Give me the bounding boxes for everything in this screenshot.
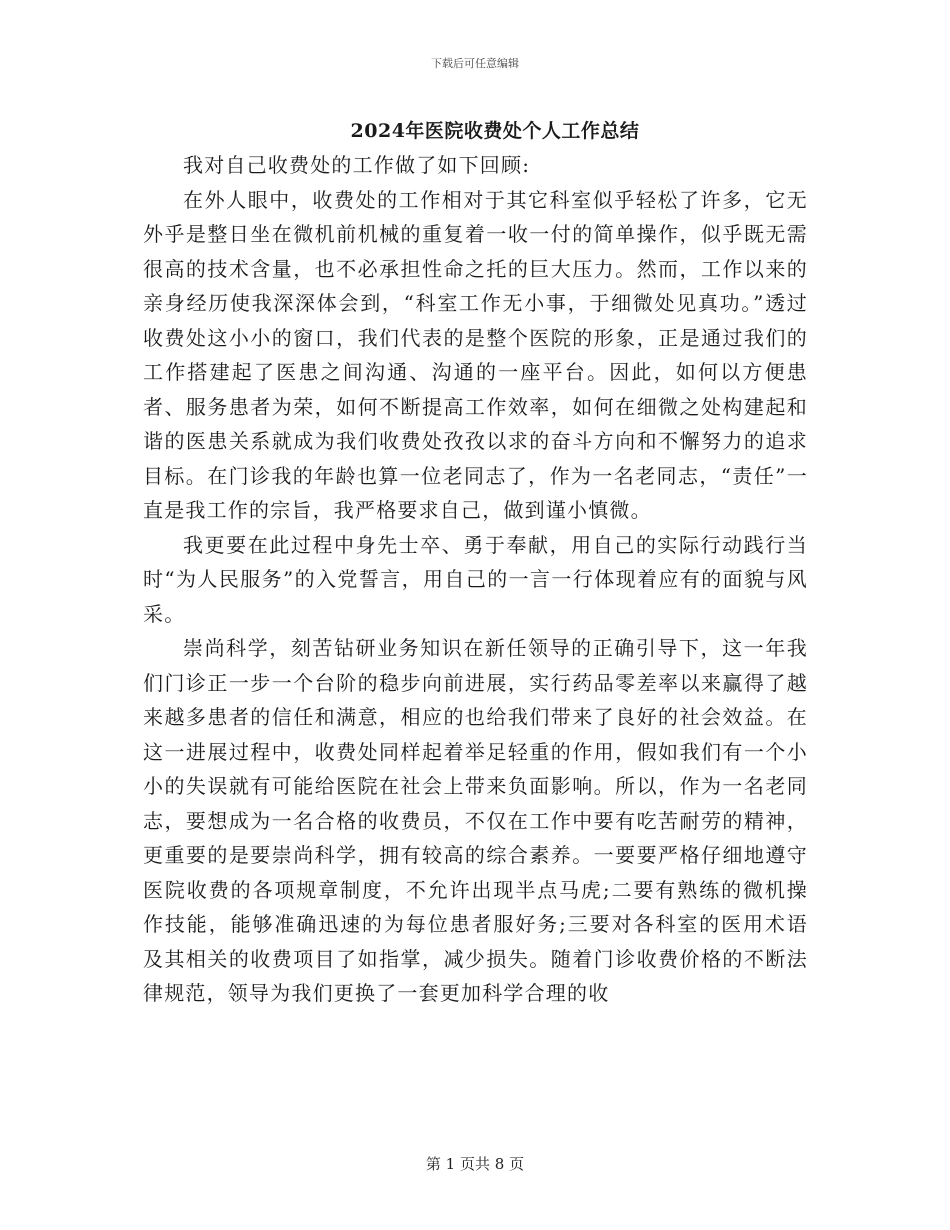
page-number: 第 1 页共 8 页: [425, 1155, 525, 1173]
paragraph-2: 我更要在此过程中身先士卒、勇于奉献，用自己的实际行动践行当时“为人民服务”的入党誓言，用自己的一言一行体现着应有的面貌与风采。: [143, 532, 808, 626]
paragraph-1: 在外人眼中，收费处的工作相对于其它科室似乎轻松了许多，它无外乎是整日坐在微机前机械的重复着一收一付的简单操作，似乎既无需很高的技术含量，也不必承担性命之托的巨大压力。然而，工作以来的亲身经历使我深深体会到，“科室工作无小事，于细微处见真功。”透过收费处这小小的窗口，我们代表的是整个医院的形象，正是通过我们的工作搭建起了医患之间沟通、沟通的一座平台。因此，如何以方便患者、服务患者为荣，如何不断提高工作效率，如何在细微之处构建起和谐的医患关系就成为我们收费处孜孜以求的奋斗方向和不懈努力的追求目标。在门诊我的年龄也算一位老同志了，作为一名老同志，“责任”一直是我工作的宗旨，我严格要求自己，做到谨小慎微。: [143, 187, 808, 522]
header-note: 下载后可任意编辑: [431, 57, 519, 70]
paragraph-3: 崇尚科学，刻苦钻研业务知识在新任领导的正确引导下，这一年我们门诊正一步一个台阶的稳步向前进展，实行药品零差率以来赢得了越来越多患者的信任和满意，相应的也给我们带来了良好的社会效益。在这一进展过程中，收费处同样起着举足轻重的作用，假如我们有一个小小的失误就有可能给医院在社会上带来负面影响。所以，作为一名老同志，要想成为一名合格的收费员，不仅在工作中要有吃苦耐劳的精神，更重要的是要崇尚科学，拥有较高的综合素养。一要要严格仔细地遵守医院收费的各项规章制度，不允许出现半点马虎;二要有熟练的微机操作技能，能够准确迅速的为每位患者服好务;三要对各科室的医用术语及其相关的收费项目了如指掌，减少损失。随着门诊收费价格的不断法律规范，领导为我们更换了一套更加科学合理的收: [143, 636, 808, 1005]
document-body: [143, 148, 808, 1011]
paragraph-intro: 我对自己收费处的工作做了如下回顾:: [183, 153, 531, 177]
document-title: 2024年医院收费处个人工作总结: [350, 120, 640, 142]
